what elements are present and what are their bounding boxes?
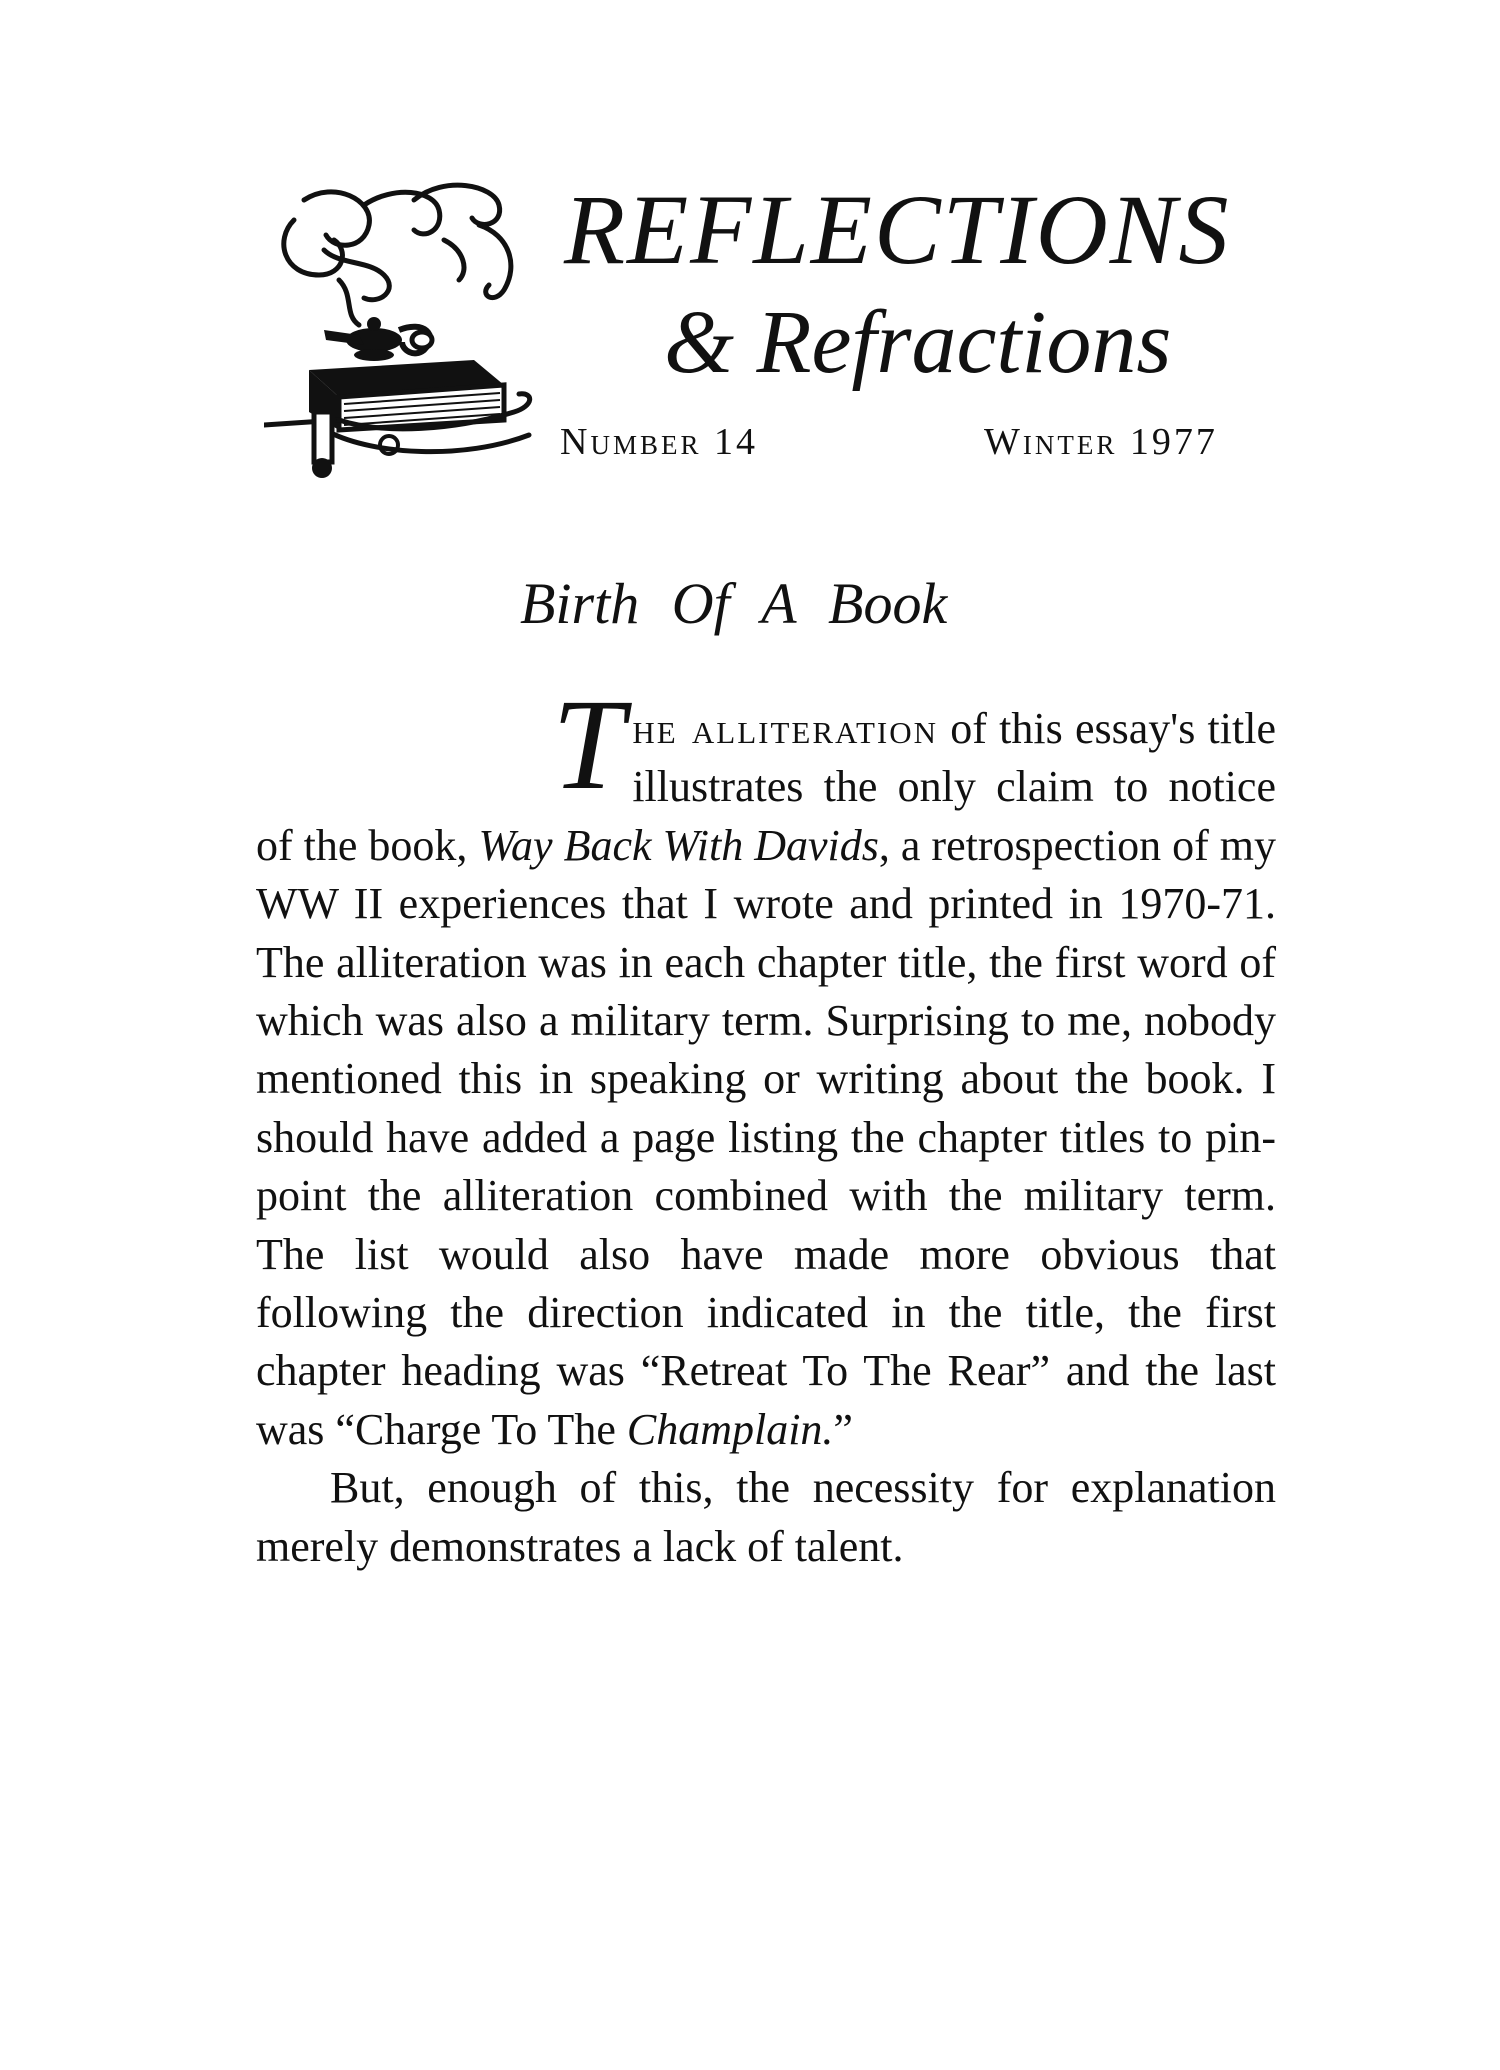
paragraph-text: , a retrospection of my WW II experiences that I wrote and printed in 1970-71. The alliteration was in each chapter title, the first word of which was also a military term. Surprising to me, nobody mentioned this in speaking or writing about the book. I should have added a page listing the chapter titles to pinpoint the alliteration combined with the military term. The list would also have made more obvious that following the direction indicated in the title, the first chapter heading was “Retreat To The Rear” and the last was “Charge To The <box>256 820 1277 1454</box>
masthead <box>264 174 1274 490</box>
book-title: Way Back With Davids <box>478 820 879 870</box>
issue-season: Winter 1977 <box>984 421 1218 463</box>
issue-number: Number 14 <box>560 421 758 463</box>
publication-subtitle: & Refractions <box>664 293 1172 392</box>
paragraph-text: of this essay's title illustrates the only claim to notice of the book, <box>256 704 1276 870</box>
essay-title: Birth Of A Book <box>520 571 948 636</box>
paragraph: But, enough of this, the necessity for explanation merely demonstrates a lack of talent. <box>256 1463 1276 1571</box>
essay-body <box>256 673 1277 1576</box>
oil-lamp-on-book-with-scroll-icon <box>264 180 574 480</box>
paragraph <box>256 673 1277 1459</box>
publication-title: REFLECTIONS <box>564 174 1231 285</box>
closing-quote: ” <box>833 1404 853 1454</box>
intro-small-caps: he alliteration <box>632 704 938 753</box>
italic-word: Champlain. <box>626 1404 834 1454</box>
drop-cap: T <box>552 673 625 817</box>
